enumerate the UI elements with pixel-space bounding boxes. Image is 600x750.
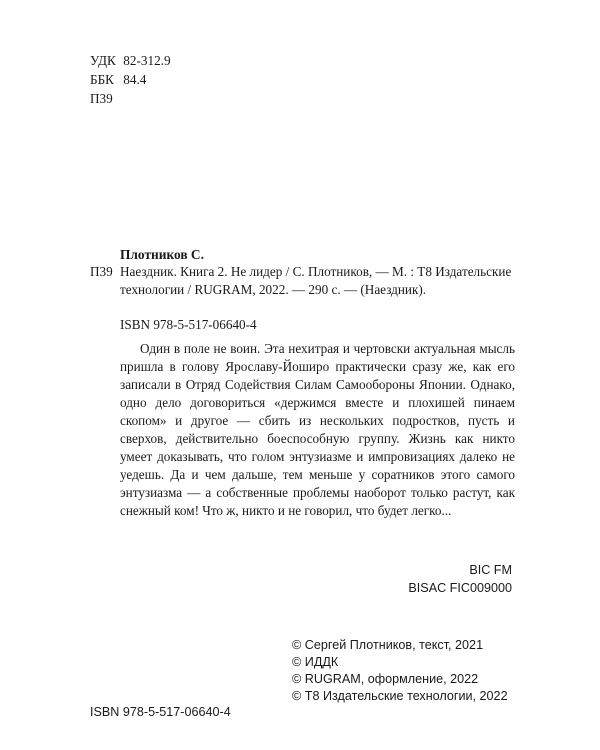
copyright-block (292, 637, 508, 705)
isbn-line: ISBN 978-5-517-06640-4 (120, 317, 257, 332)
udk-label: УДК (90, 53, 116, 68)
author-sign-row (90, 90, 171, 109)
copyright-line: © RUGRAM, оформление, 2022 (292, 672, 479, 686)
annotation-paragraph: Один в поле не воин. Эта нехитрая и чертовски актуальная мысль пришла в голову Ярославу-Йоширо практически сразу же, как его записали в Отряд Содействия Силам Самообороны Японии. Однако, одно дело договориться «держимся вместе и плохишей пинаем скопом» и другое — сбить из нескольких подростков, пусть и сверхов, действительно боеспособную группу. Жизнь как никто умеет доказывать, что голом энтузиазме и импровизациях далеко не уедешь. Да и чем дальше, тем меньше у соратников этого самого энтузиазма — а собственные проблемы наоборот только растут, как снежный ком! Что ж, никто и не говорил, что будет легко... (120, 341, 515, 518)
bisac-code: BISAC FIC009000 (408, 581, 512, 595)
bic-code: BIC FM (469, 563, 512, 577)
author-sign: П39 (90, 91, 113, 106)
bbk-value: 84.4 (123, 72, 147, 87)
udk-value: 82-312.9 (123, 53, 171, 68)
udk-row (90, 52, 171, 71)
subject-classification (408, 561, 512, 597)
bbk-label: ББК (90, 72, 114, 87)
bbk-row (90, 71, 171, 90)
author-heading: Плотников С. (120, 247, 204, 262)
classification-codes (90, 52, 171, 109)
copyright-line: © Сергей Плотников, текст, 2021 (292, 638, 484, 652)
bibliographic-description: Наездник. Книга 2. Не лидер / С. Плотников, — М. : Т8 Издательские технологии / RUGRAM, 2022. — 290 с. — (Наездник). (120, 264, 512, 297)
isbn-footer: ISBN 978-5-517-06640-4 (90, 705, 231, 719)
copyright-line: © Т8 Издательские технологии, 2022 (292, 689, 508, 703)
copyright-line: © ИДДК (292, 655, 339, 669)
bibliography-code: П39 (90, 264, 113, 279)
